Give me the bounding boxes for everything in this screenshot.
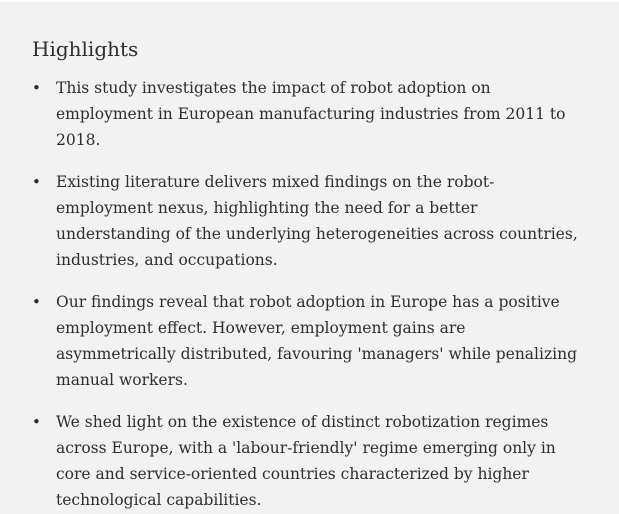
highlights-list xyxy=(32,75,587,513)
highlights-panel xyxy=(0,2,619,514)
highlights-heading: Highlights xyxy=(32,37,139,61)
highlight-text: This study investigates the impact of robot adoption on employment in European manufacturing industries from 2011 to 2018. xyxy=(56,79,566,149)
highlight-item xyxy=(32,289,587,393)
highlight-item xyxy=(32,409,587,513)
bullet-icon: • xyxy=(32,413,41,431)
highlight-text: Existing literature delivers mixed findings on the robot-employment nexus, highlighting the need for a better understanding of the underlying heterogeneities across countries, industries, and occupations. xyxy=(56,173,578,269)
highlight-item xyxy=(32,75,587,153)
highlight-item xyxy=(32,169,587,273)
bullet-icon: • xyxy=(32,173,41,191)
bullet-icon: • xyxy=(32,293,41,311)
bullet-icon: • xyxy=(32,79,41,97)
highlight-text: We shed light on the existence of distinct robotization regimes across Europe, with a 'labour-friendly' regime emerging only in core and service-oriented countries characterized by higher technological capabilities. xyxy=(56,413,556,509)
highlight-text: Our findings reveal that robot adoption in Europe has a positive employment effect. However, employment gains are asymmetrically distributed, favouring 'managers' while penalizing manual workers. xyxy=(56,293,577,389)
